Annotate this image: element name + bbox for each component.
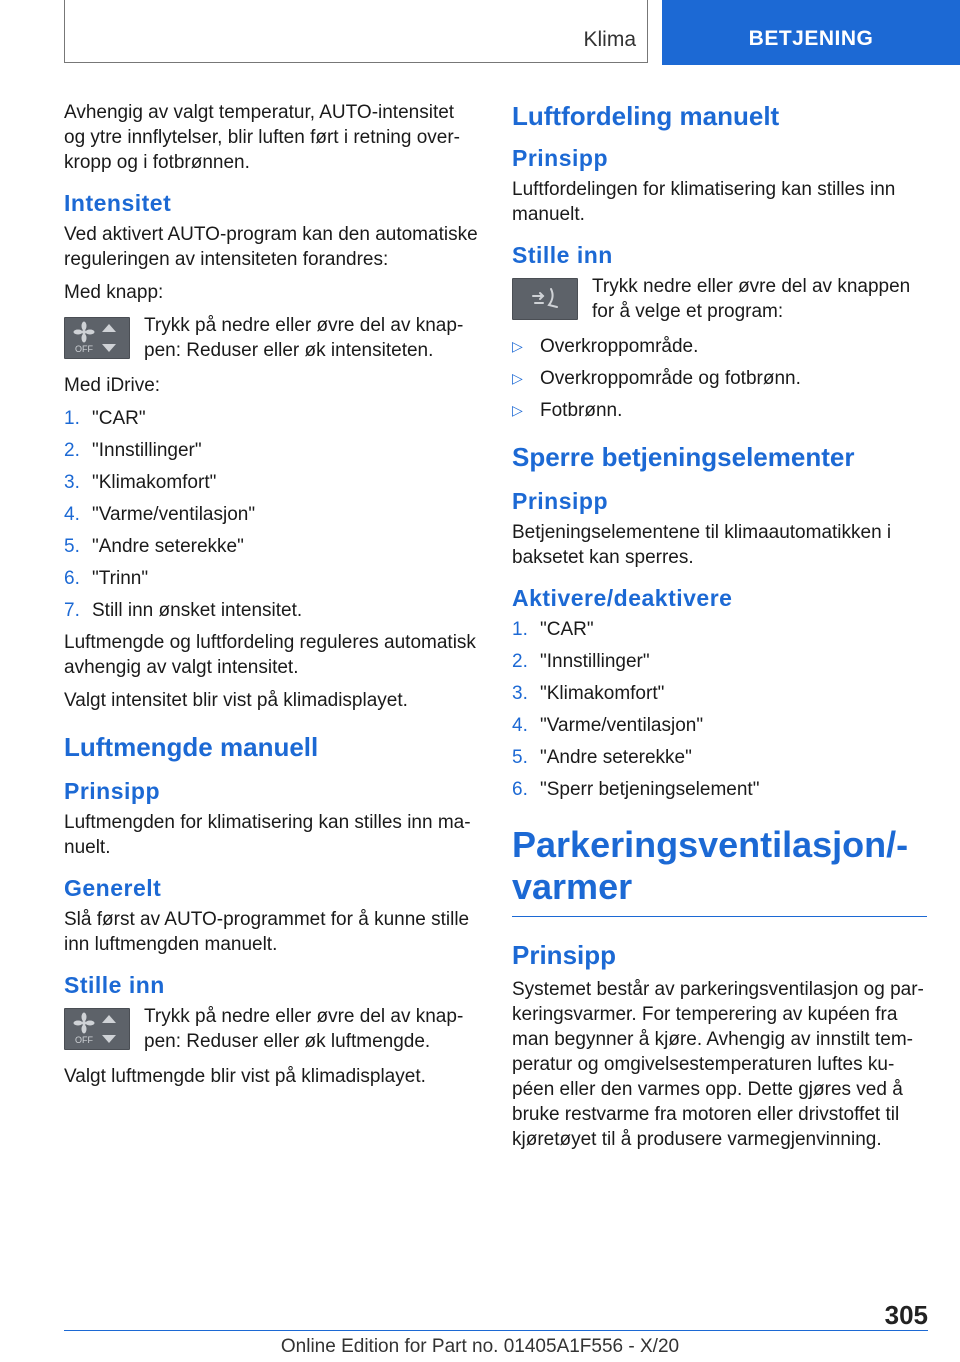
heading-luftfordeling: Luftfordeling manuelt bbox=[512, 101, 780, 131]
header-frame bbox=[64, 0, 648, 63]
list-item: 3. "Klimakomfort" bbox=[512, 683, 665, 704]
list-item: 3. "Klimakomfort" bbox=[64, 472, 217, 493]
luftmengde-after: Valgt luftmengde blir vist på klimadisplayet. bbox=[64, 1066, 426, 1087]
intensitet-steps bbox=[64, 406, 479, 623]
intensitet-after-2: Valgt intensitet blir vist på klimadisplayet. bbox=[64, 690, 408, 711]
heading-sperre: Sperre betjeningselementer bbox=[512, 442, 855, 472]
list-item: 2. "Innstillinger" bbox=[64, 440, 202, 461]
fan-off-button-icon bbox=[64, 1008, 130, 1050]
footer-rule bbox=[64, 1330, 928, 1331]
heading-prinsipp: Prinsipp bbox=[512, 145, 609, 171]
air-distribution-icon bbox=[512, 278, 578, 320]
heading-intensitet: Intensitet bbox=[64, 190, 172, 216]
heading-prinsipp: Prinsipp bbox=[512, 488, 609, 514]
list-item: 5. "Andre seterekke" bbox=[64, 536, 244, 557]
footer-edition: Online Edition for Part no. 01405A1F556 - X/20 bbox=[280, 1336, 680, 1357]
heading-parkering: Parkeringsventilasjon/-varmer bbox=[512, 824, 909, 907]
luftfordeling-prinsipp-text: Luftfordelingen for klimatisering kan stilles inn manuelt. bbox=[512, 179, 896, 225]
heading-stille-inn: Stille inn bbox=[512, 242, 613, 268]
heading-aktivere: Aktivere/deaktivere bbox=[512, 585, 733, 611]
list-item: ▷ Overkroppområde og fotbrønn. bbox=[512, 368, 801, 389]
intro-paragraph: Avhengig av valgt temperatur, AUTO-intensitet og ytre innflytelser, blir luften ført i retning overkropp og i fotbrønnen. bbox=[64, 102, 460, 173]
list-item: ▷ Fotbrønn. bbox=[512, 400, 623, 421]
page-number: 305 bbox=[884, 1300, 928, 1330]
list-item: 4. "Varme/ventilasjon" bbox=[64, 504, 256, 525]
list-item: 7. Still inn ønsket intensitet. bbox=[64, 600, 303, 621]
heading-prinsipp: Prinsipp bbox=[64, 778, 161, 804]
idrive-label: Med iDrive: bbox=[64, 375, 161, 396]
stille-inn-instruction: Trykk på nedre eller øvre del av knappen: Reduser eller øk luftmengde. bbox=[144, 1006, 464, 1052]
header-section-title: Klima bbox=[583, 28, 636, 51]
sperre-prinsipp-text: Betjeningselementene til klimaautomatikken i baksetet kan sperres. bbox=[512, 522, 892, 568]
sperre-steps bbox=[512, 617, 927, 802]
header-chapter-tab: BETJENING bbox=[662, 0, 960, 65]
air-distribution-button-row bbox=[512, 274, 927, 324]
heading-generelt: Generelt bbox=[64, 875, 162, 901]
list-item: 1. "CAR" bbox=[512, 619, 594, 640]
triangle-bullet-icon: ▷ bbox=[512, 370, 523, 386]
heading-luftmengde: Luftmengde manuell bbox=[64, 732, 319, 762]
list-item: 1. "CAR" bbox=[64, 408, 146, 429]
parkering-prinsipp-text: Systemet består av parkeringsventilasjon og parkeringsvarmer. For temperering av kupéen fra man begynner å kjøre. Avhengig av innstilt temperatur og omgivelsestemperaturen luftes kupéen eller den varmes opp. Dette gjøres ved å bruke restvarme fra motoren eller drivstoffet til kjøretøyet til å produsere varmegjenvinning. bbox=[512, 979, 924, 1150]
prinsipp-text: Luftmengden for klimatisering kan stilles inn manuelt. bbox=[64, 812, 471, 858]
triangle-bullet-icon: ▷ bbox=[512, 338, 523, 354]
list-item: 5. "Andre seterekke" bbox=[512, 747, 692, 768]
knapp-instruction: Trykk på nedre eller øvre del av knappen: Reduser eller øk intensiteten. bbox=[144, 315, 464, 361]
airflow-button-row bbox=[64, 1004, 479, 1054]
intensitet-text: Ved aktivert AUTO-program kan den automatiske reguleringen av intensiteten forandres: bbox=[64, 224, 478, 270]
intensitet-after-1: Luftmengde og luftfordeling reguleres automatisk avhengig av valgt intensitet. bbox=[64, 632, 476, 678]
left-column bbox=[64, 100, 479, 1097]
intensity-button-row bbox=[64, 313, 479, 363]
list-item: ▷ Overkroppområde. bbox=[512, 336, 699, 357]
heading-stille-inn: Stille inn bbox=[64, 972, 165, 998]
heading-prinsipp: Prinsipp bbox=[512, 940, 617, 970]
triangle-bullet-icon: ▷ bbox=[512, 402, 523, 418]
right-column bbox=[512, 100, 927, 1160]
luftfordeling-options bbox=[512, 334, 927, 423]
generelt-text: Slå først av AUTO-programmet for å kunne stille inn luftmengden manuelt. bbox=[64, 909, 470, 955]
list-item: 6. "Trinn" bbox=[64, 568, 149, 589]
chapter-heading-block bbox=[512, 824, 927, 917]
list-item: 6. "Sperr betjeningselement" bbox=[512, 779, 760, 800]
luftfordeling-instruction: Trykk nedre eller øvre del av knappen for å velge et program: bbox=[592, 276, 911, 322]
list-item: 2. "Innstillinger" bbox=[512, 651, 650, 672]
fan-off-button-icon bbox=[64, 317, 130, 359]
svg-text:OFF: OFF bbox=[75, 344, 93, 354]
svg-text:OFF: OFF bbox=[75, 1035, 93, 1045]
knapp-label: Med knapp: bbox=[64, 282, 164, 303]
list-item: 4. "Varme/ventilasjon" bbox=[512, 715, 704, 736]
